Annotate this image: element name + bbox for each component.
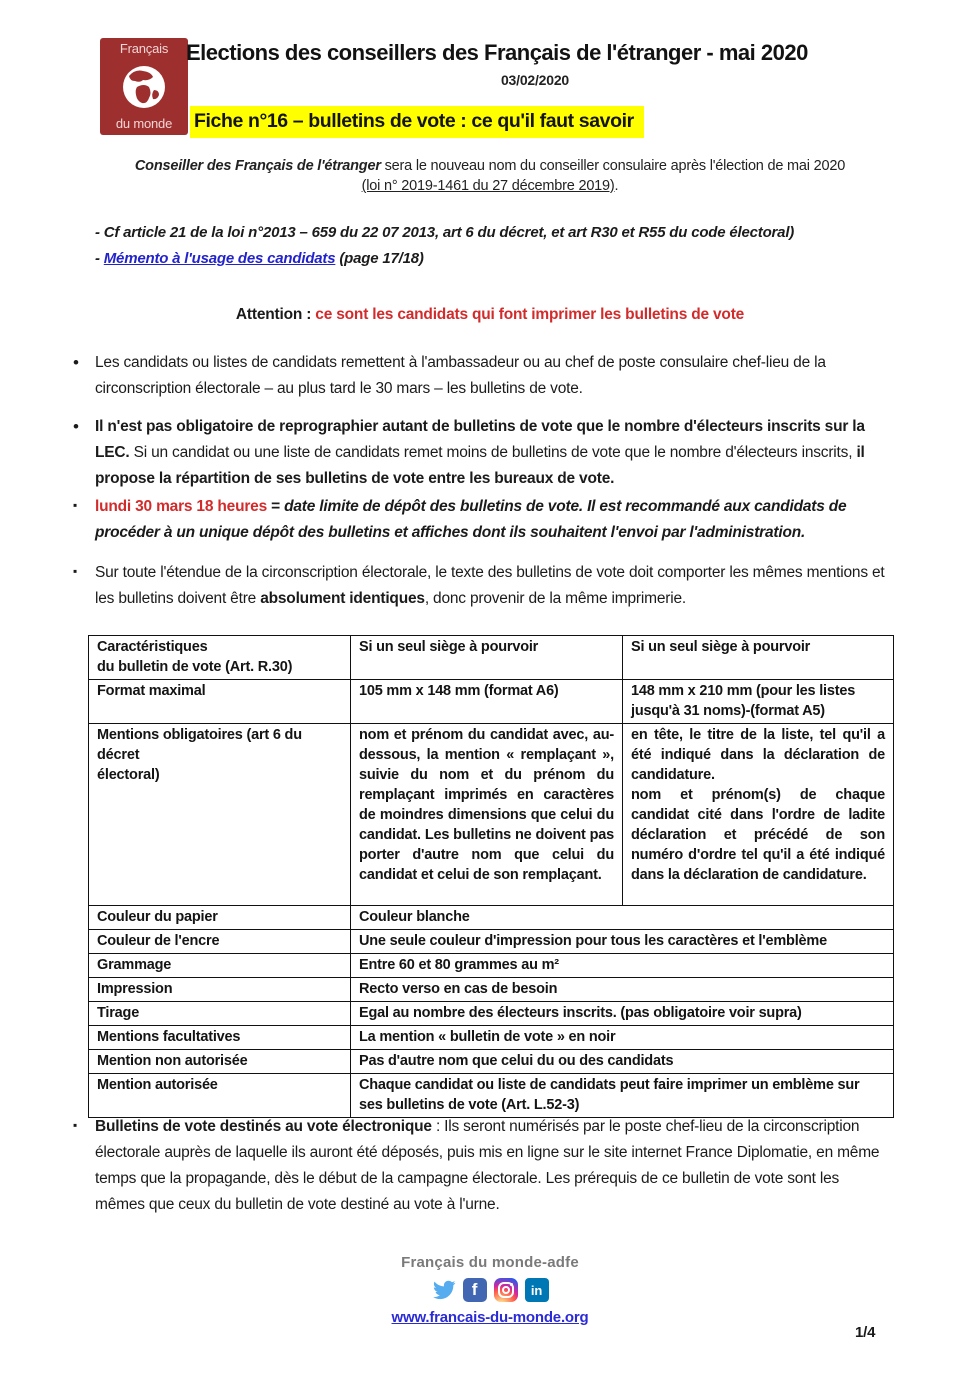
attention-message: ce sont les candidats qui font imprimer les bulletins de vote [315,306,745,323]
deadline-date: lundi 30 mars 18 heures [95,498,268,515]
table-row: Mentions facultatives La mention « bulletin de vote » en noir [89,1026,894,1050]
bullet-identical [60,560,892,624]
intro-lead: Conseiller des Français de l'étranger [134,158,381,174]
logo-text-bottom: du monde [115,116,173,131]
table-row: Couleur du papier Couleur blanche [89,906,894,930]
table-row: Couleur de l'encre Une seule couleur d'impression pour tous les caractères et l'emblème [89,930,894,954]
list-item: ▪ Bulletins de vote destinés au vote électronique : Ils seront numérisés par le poste chef-lieu de la circonscription électorale auprès de laquelle ils auront été déposés, puis mis en ligne sur le site internet France Diplomatie, en même temps que la propagande, dès le début de la campagne électorale. Les prérequis de ce bulletin de vote sont les mêmes que ceux du bulletin de vote destiné au vote à l'urne. [60,1114,892,1218]
table-row: Tirage Egal au nombre des électeurs inscrits. (pas obligatoire voir supra) [89,1002,894,1026]
footer [0,1254,980,1327]
ballot-spec-table [88,635,894,1118]
fiche-highlighted-title: Fiche n°16 – bulletins de vote : ce qu'il faut savoir [190,106,644,138]
facebook-icon[interactable]: f [463,1278,487,1302]
document-date: 03/02/2020 [500,72,570,88]
mentions-list-cell: en tête, le titre de la liste, tel qu'il a été indiqué dans la déclaration de candidature. nom et prénom(s) de chaque candidat cité dans l'ordre de ladite déclaration et précédé de son numéro d'ordre tel qu'il a été indiqué dans la déclaration de candidature. [623,724,894,906]
page-number: 1/4 [855,1324,876,1341]
website-link[interactable]: www.francais-du-monde.org [391,1309,589,1326]
bullet-evote [60,1114,892,1230]
reference-line-1: - Cf article 21 de la loi n°2013 – 659 du 22 07 2013, art 6 du décret, et art R30 et R55 du code électoral) [95,224,795,241]
table-row: Grammage Entre 60 et 80 grammes au m² [89,954,894,978]
legal-references [95,220,895,272]
social-icons-row [0,1277,980,1303]
attention-label: Attention : [235,306,316,323]
table-row: Mentions obligatoires (art 6 du décret électoral) nom et prénom du candidat avec, au-dessous, la mention « remplaçant », suivie du nom et du prénom du remplaçant imprimés en caractères de moindres dimensions que celui du candidat. Les bulletins ne doivent pas porter d'autre nom que celui du candidat et celui de son remplaçant. en tête, le titre de la liste, tel qu'il a été indiqué dans la déclaration de candidature. nom et prénom(s) de chaque candidat cité dans l'ordre de ladite déclaration et précédé de son numéro d'ordre tel qu'il a été indiqué dans la déclaration de candidature. [89,724,894,906]
bullet-deadline [60,494,892,558]
logo-text-top: Français [119,41,169,56]
header-cell-caracteristiques: Caractéristiques du bulletin de vote (Art. R.30) [89,636,351,680]
document-title: Elections des conseillers des Français de l'étranger - mai 2020 [186,40,808,65]
intro-note: Conseiller des Français de l'étranger sera le nouveau nom du conseiller consulaire après l'élection de mai 2020 (loi n° 2019-1461 du 27 décembre 2019). [134,158,846,194]
memento-link[interactable]: Mémento à l'usage des candidats [103,250,336,267]
table-row: Mention autorisée Chaque candidat ou liste de candidats peut faire imprimer un emblème sur ses bulletins de vote (Art. L.52-3) [89,1074,894,1118]
francais-du-monde-logo [100,38,188,135]
attention-note [0,306,980,324]
table-row: Format maximal 105 mm x 148 mm (format A6) 148 mm x 210 mm (pour les listes jusqu'à 31 noms)-(format A5) [89,680,894,724]
header-cell-single-seat: Si un seul siège à pourvoir [351,636,623,680]
org-name: Français du monde-adfe [401,1254,579,1271]
law-reference: (loi n° 2019-1461 du 27 décembre 2019) [361,178,615,194]
list-item: ▪ lundi 30 mars 18 heures = date limite de dépôt des bulletins de vote. Il est recommandé aux candidats de procéder à un unique dépôt des bulletins et affiches dont ils souhaitent l'envoi par l'administration. [60,494,892,546]
bullet-icon [73,414,79,441]
table-header-row [89,636,894,680]
header-cell-list-seat: Si un seul siège à pourvoir [623,636,894,680]
globe-icon [100,62,188,112]
twitter-icon[interactable] [432,1278,456,1302]
square-bullet-icon [73,1114,77,1140]
intro-rest: sera le nouveau nom du conseiller consulaire après l'élection de mai 2020 [380,158,846,174]
table-row: Mention non autorisée Pas d'autre nom que celui du ou des candidats [89,1050,894,1074]
square-bullet-icon [73,560,77,586]
list-item: ▪ Sur toute l'étendue de la circonscription électorale, le texte des bulletins de vote doit comporter les mêmes mentions et les bulletins doivent être absolument identiques, donc provenir de la même imprimerie. [60,560,892,612]
mentions-label: Mentions obligatoires (art 6 du décret électoral) [89,724,351,906]
reference-line-2: - Mémento à l'usage des candidats (page 17/18) [95,250,424,267]
bullet-icon [73,350,79,377]
list-item: • Les candidats ou listes de candidats remettent à l'ambassadeur ou au chef de poste consulaire chef-lieu de la circonscription électorale – au plus tard le 30 mars – les bulletins de vote. [60,350,892,402]
instagram-icon[interactable] [494,1278,518,1302]
linkedin-icon[interactable]: in [525,1278,549,1302]
table-row: Impression Recto verso en cas de besoin [89,978,894,1002]
bullet-list-main [60,350,892,504]
square-bullet-icon [73,494,77,520]
list-item: • Il n'est pas obligatoire de reprographier autant de bulletins de vote que le nombre d'électeurs inscrits sur la LEC. Si un candidat ou une liste de candidats remet moins de bulletins de vote que le nombre d'électeurs inscrits, il propose la répartition de ses bulletins de vote entre les bureaux de vote. [60,414,892,492]
